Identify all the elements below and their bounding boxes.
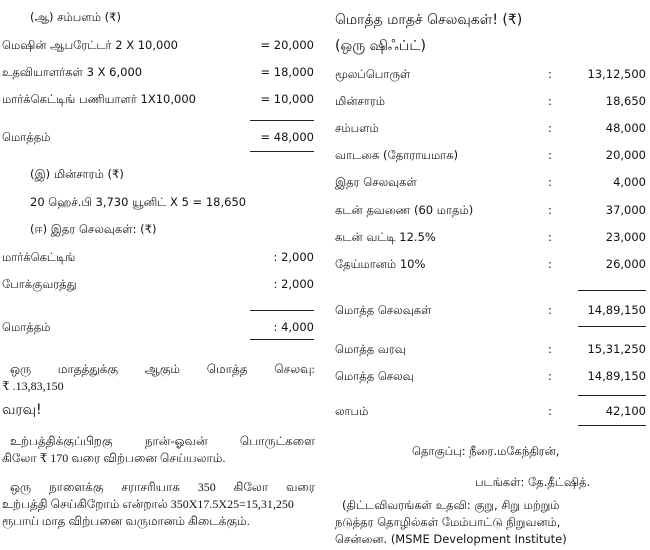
electricity-calculation: 20 ஹெச்.பி 3,730 யூனிட் X 5 = 18,650 bbox=[30, 195, 247, 209]
divider bbox=[578, 425, 646, 426]
expense-row-amount: 13,12,500 bbox=[587, 67, 646, 81]
expense-row-label: இதர செலவுகள் bbox=[335, 175, 417, 189]
divider bbox=[578, 395, 646, 396]
expense-row-amount: 18,650 bbox=[605, 94, 646, 108]
total-income-amount: 15,31,250 bbox=[587, 342, 646, 356]
colon: : bbox=[548, 175, 552, 189]
colon: : bbox=[548, 148, 552, 162]
electricity-heading: (இ) மின்சாரம் (₹) bbox=[30, 167, 124, 181]
colon: : bbox=[548, 67, 552, 81]
colon: : bbox=[548, 203, 552, 217]
credit-line: நடுத்தர தொழில்கள் மேம்பாட்டு நிறுவனம், bbox=[335, 515, 561, 529]
total-expense-label: மொத்த செலவுகள் bbox=[335, 303, 432, 317]
salary-row-label: உதவியாளர்கள் 3 X 6,000 bbox=[2, 65, 143, 79]
expense-row-amount: 37,000 bbox=[605, 203, 646, 217]
expense-row-label: சம்பளம் bbox=[335, 121, 379, 135]
expense-row-label: மூலப்பொருள் bbox=[335, 67, 411, 81]
credit-line: சென்னை. (MSME Development Institute) bbox=[335, 532, 567, 546]
other-row-label: மார்க்கெட்டிங் bbox=[2, 250, 76, 264]
expense-row-label: வாடகை (தோராயமாக) bbox=[335, 148, 459, 162]
expense-row-label: தேய்மானம் 10% bbox=[335, 257, 426, 271]
salary-row-amount: = 20,000 bbox=[260, 38, 314, 52]
credit-line: (திட்டவிவரங்கள் உதவி: குறு, சிறு மற்றும் bbox=[342, 498, 560, 512]
monthly-expenses-subtitle: (ஒரு ஷிஃப்ட்) bbox=[335, 38, 426, 54]
compiled-by: தொகுப்பு: நீரை.மகேந்திரன், bbox=[412, 444, 560, 458]
divider bbox=[250, 310, 314, 311]
total-income-label: மொத்த வரவு bbox=[335, 342, 406, 356]
colon: : bbox=[548, 369, 552, 383]
other-row-amount: : 2,000 bbox=[273, 250, 314, 264]
expense-row-amount: 48,000 bbox=[605, 121, 646, 135]
profit-label: லாபம் bbox=[335, 404, 369, 418]
divider bbox=[250, 339, 314, 340]
other-row-label: போக்குவரத்து bbox=[2, 277, 77, 291]
monthly-expense-text: ஒரு மாதத்துக்கு ஆகும் மொத்த செலவு: bbox=[10, 362, 315, 376]
expense-row-label: கடன் தவணை (60 மாதம்) bbox=[335, 203, 474, 217]
total-cost-amount: 14,89,150 bbox=[587, 369, 646, 383]
colon: : bbox=[548, 257, 552, 271]
images-by: படங்கள்: தே.தீட்ஷித். bbox=[475, 475, 591, 489]
salary-row-label: மெஷின் ஆபரேட்டர் 2 X 10,000 bbox=[2, 38, 178, 52]
salary-heading: (ஆ) சம்பளம் (₹) bbox=[30, 10, 121, 24]
income-paragraph-line: உற்பத்திக்குப்பிறகு நான்-ஓவன் பொருட்களை bbox=[10, 434, 315, 448]
salary-total-amount: = 48,000 bbox=[260, 130, 314, 144]
expense-row-label: கடன் வட்டி 12.5% bbox=[335, 230, 436, 244]
salary-row-amount: = 18,000 bbox=[260, 65, 314, 79]
profit-amount: 42,100 bbox=[605, 404, 646, 418]
colon: : bbox=[548, 94, 552, 108]
monthly-expense-amount: ₹ .13,83,150 bbox=[2, 379, 64, 393]
other-total-amount: : 4,000 bbox=[273, 320, 314, 334]
salary-row-label: மார்க்கெட்டிங் பணியாளர் 1X10,000 bbox=[2, 92, 196, 106]
income-paragraph-line: உற்பத்தி செய்கிறோம் என்றால் 350X17.5X25=15,31,250 bbox=[2, 497, 294, 511]
income-heading: வரவு! bbox=[2, 402, 42, 418]
total-expense-amount: 14,89,150 bbox=[587, 303, 646, 317]
income-paragraph-line: ஒரு நாளைக்கு சராசரியாக 350 கிலோ வரை bbox=[10, 480, 315, 494]
divider bbox=[578, 326, 646, 327]
income-paragraph-line: கிலோ ₹ 170 வரை விற்பனை செய்யலாம். bbox=[2, 451, 226, 465]
other-row-amount: : 2,000 bbox=[273, 277, 314, 291]
expense-row-amount: 26,000 bbox=[605, 257, 646, 271]
divider bbox=[250, 120, 314, 121]
colon: : bbox=[548, 342, 552, 356]
expense-row-amount: 23,000 bbox=[605, 230, 646, 244]
salary-total-label: மொத்தம் bbox=[2, 130, 51, 144]
expense-row-label: மின்சாரம் bbox=[335, 94, 386, 108]
divider bbox=[578, 290, 646, 291]
colon: : bbox=[548, 303, 552, 317]
other-total-label: மொத்தம் bbox=[2, 320, 51, 334]
other-expenses-heading: (ஈ) இதர செலவுகள்: (₹) bbox=[30, 222, 157, 236]
colon: : bbox=[548, 230, 552, 244]
colon: : bbox=[548, 121, 552, 135]
divider bbox=[250, 151, 314, 152]
monthly-expenses-title: மொத்த மாதச் செலவுகள்! (₹) bbox=[335, 12, 523, 28]
income-paragraph-line: ரூபாய் மாத விற்பனை வருமானம் கிடைக்கும். bbox=[2, 514, 250, 528]
colon: : bbox=[548, 404, 552, 418]
salary-row-amount: = 10,000 bbox=[260, 92, 314, 106]
expense-row-amount: 4,000 bbox=[613, 175, 646, 189]
total-cost-label: மொத்த செலவு bbox=[335, 369, 414, 383]
expense-row-amount: 20,000 bbox=[605, 148, 646, 162]
